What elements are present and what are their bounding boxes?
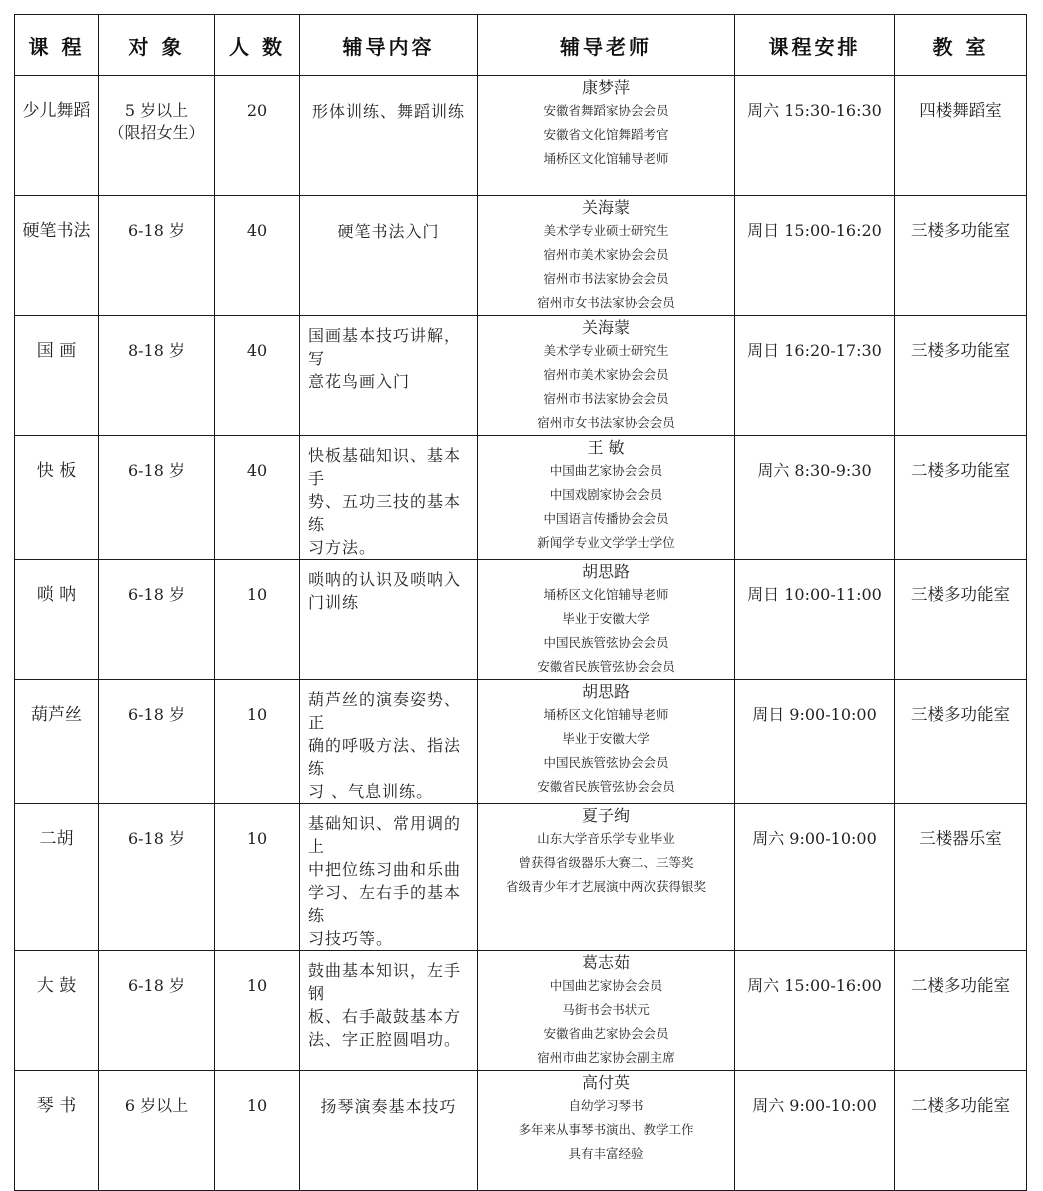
content-line: 意花鸟画入门: [308, 372, 411, 391]
audience-text: [99, 680, 214, 726]
header-audience: 对 象: [99, 15, 215, 76]
count-cell: [215, 951, 300, 1071]
course-name: 唢 呐: [36, 585, 77, 605]
header-teacher: 辅导老师: [478, 15, 735, 76]
teacher-name: 康梦萍: [581, 78, 630, 97]
course-cell: [15, 316, 99, 436]
classroom: 二楼多功能室: [911, 1096, 1010, 1115]
course-name: 硬笔书法: [22, 221, 91, 241]
teacher-credential: 美术学专业硕士研究生: [543, 343, 669, 358]
count-cell: [215, 804, 300, 951]
audience-line: 8-18 岁: [127, 341, 186, 360]
student-count: 10: [246, 585, 268, 604]
audience-text: [99, 951, 214, 997]
schedule-time: 周日 10:00-11:00: [747, 585, 882, 604]
table-row: [15, 680, 1027, 804]
teacher-name: 胡思路: [581, 682, 630, 701]
content-line: 鼓曲基本知识，左手钢: [308, 961, 462, 1003]
teacher-credential: 安徽省曲艺家协会会员: [543, 1026, 669, 1041]
teacher-info: [478, 437, 734, 555]
header-row: [15, 15, 1027, 76]
content-line: 习 、气息训练。: [308, 782, 434, 801]
audience-line: （限招女生）: [108, 123, 205, 142]
course-name: 少儿舞蹈: [22, 101, 91, 121]
audience-text: [99, 436, 214, 482]
course-cell: [15, 196, 99, 316]
teacher-credential: 埇桥区文化馆辅导老师: [543, 587, 669, 602]
room-cell: [895, 680, 1027, 804]
content-line: 习方法。: [308, 538, 377, 557]
table-row: [15, 804, 1027, 951]
room-cell: [895, 76, 1027, 196]
course-cell: [15, 804, 99, 951]
schedule-cell: [735, 436, 895, 560]
teacher-credential: 宿州市女书法家协会会员: [537, 295, 675, 310]
header-room: 教 室: [895, 15, 1027, 76]
audience-line: 6-18 岁: [127, 705, 186, 724]
course-name: 快 板: [36, 461, 77, 481]
teacher-credential: 宿州市美术家协会会员: [543, 247, 669, 262]
classroom: 三楼多功能室: [911, 221, 1010, 240]
content-text: [300, 76, 477, 123]
schedule-cell: [735, 316, 895, 436]
teacher-name: 葛志茹: [581, 953, 630, 972]
content-text: [300, 316, 477, 393]
course-cell: [15, 680, 99, 804]
content-line: 基础知识、常用调的上: [308, 814, 462, 856]
audience-cell: [99, 804, 215, 951]
course-name: 国 画: [36, 341, 77, 361]
teacher-credential: 埇桥区文化馆辅导老师: [543, 707, 669, 722]
teacher-credential: 中国曲艺家协会会员: [549, 978, 663, 993]
audience-line: 5 岁以上: [124, 101, 189, 120]
content-cell: [300, 951, 478, 1071]
teacher-name: 高付英: [581, 1073, 630, 1092]
teacher-credential: 安徽省民族管弦协会会员: [537, 779, 675, 794]
content-cell: [300, 804, 478, 951]
teacher-credential: 中国语言传播协会会员: [543, 511, 669, 526]
audience-line: 6-18 岁: [127, 829, 186, 848]
teacher-credential: 毕业于安徽大学: [562, 611, 650, 626]
teacher-info: [478, 77, 734, 171]
content-line: 硬笔书法入门: [337, 222, 440, 241]
teacher-credential: 安徽省民族管弦协会会员: [537, 659, 675, 674]
schedule-cell: [735, 196, 895, 316]
audience-cell: [99, 1071, 215, 1191]
teacher-info: [478, 805, 734, 899]
content-line: 确的呼吸方法、指法练: [308, 736, 462, 778]
audience-cell: [99, 951, 215, 1071]
schedule-time: 周六 15:00-16:00: [747, 976, 882, 995]
teacher-credential: 省级青少年才艺展演中两次获得银奖: [505, 879, 706, 894]
course-name: 琴 书: [36, 1096, 77, 1116]
course-table: [14, 14, 1027, 1191]
teacher-credential: 新闻学专业文学学士学位: [537, 535, 675, 550]
teacher-credential: 山东大学音乐学专业毕业: [537, 831, 675, 846]
student-count: 10: [246, 976, 268, 995]
teacher-credential: 中国民族管弦协会会员: [543, 635, 669, 650]
audience-line: 6-18 岁: [127, 585, 186, 604]
student-count: 10: [246, 1096, 268, 1115]
table-row: [15, 316, 1027, 436]
audience-cell: [99, 196, 215, 316]
teacher-name: 关海蒙: [581, 318, 630, 337]
content-line: 中把位练习曲和乐曲: [308, 860, 462, 879]
schedule-time: 周日 15:00-16:20: [747, 221, 882, 240]
student-count: 40: [246, 221, 268, 240]
content-text: [300, 951, 477, 1051]
header-count: 人 数: [215, 15, 300, 76]
course-name: 二胡: [39, 829, 74, 849]
teacher-credential: 中国曲艺家协会会员: [549, 463, 663, 478]
content-line: 习技巧等。: [308, 929, 394, 948]
count-cell: [215, 680, 300, 804]
teacher-info: [478, 317, 734, 435]
classroom: 三楼多功能室: [911, 585, 1010, 604]
teacher-cell: [478, 804, 735, 951]
content-text: [300, 804, 477, 950]
content-text: [300, 436, 477, 559]
table-row: [15, 196, 1027, 316]
audience-line: 6-18 岁: [127, 221, 186, 240]
audience-text: [99, 316, 214, 362]
course-cell: [15, 951, 99, 1071]
teacher-credential: 曾获得省级器乐大赛二、三等奖: [518, 855, 694, 870]
course-cell: [15, 76, 99, 196]
classroom: 三楼器乐室: [919, 829, 1002, 848]
content-cell: [300, 316, 478, 436]
course-cell: [15, 436, 99, 560]
teacher-info: [478, 952, 734, 1070]
classroom: 二楼多功能室: [911, 461, 1010, 480]
content-line: 形体训练、舞蹈训练: [311, 102, 465, 121]
course-cell: [15, 560, 99, 680]
header-course: 课 程: [15, 15, 99, 76]
teacher-cell: [478, 1071, 735, 1191]
teacher-info: [478, 561, 734, 679]
teacher-credential: 自幼学习琴书: [568, 1098, 644, 1113]
audience-cell: [99, 316, 215, 436]
schedule-cell: [735, 76, 895, 196]
schedule-time: 周日 16:20-17:30: [747, 341, 882, 360]
audience-cell: [99, 436, 215, 560]
teacher-cell: [478, 436, 735, 560]
schedule-time: 周六 9:00-10:00: [752, 1096, 877, 1115]
table-row: [15, 76, 1027, 196]
audience-text: [99, 196, 214, 242]
content-cell: [300, 1071, 478, 1191]
teacher-name: 关海蒙: [581, 198, 630, 217]
content-line: 国画基本技巧讲解，写: [308, 326, 462, 368]
room-cell: [895, 804, 1027, 951]
room-cell: [895, 436, 1027, 560]
content-cell: [300, 76, 478, 196]
table-body: [15, 76, 1027, 1191]
audience-cell: [99, 680, 215, 804]
content-line: 唢呐的认识及唢呐入: [308, 570, 462, 589]
schedule-cell: [735, 560, 895, 680]
teacher-cell: [478, 951, 735, 1071]
teacher-info: [478, 681, 734, 799]
content-line: 葫芦丝的演奏姿势、正: [308, 690, 462, 732]
table-row: [15, 951, 1027, 1071]
audience-text: [99, 1071, 214, 1117]
count-cell: [215, 436, 300, 560]
table-row: [15, 560, 1027, 680]
classroom: 四楼舞蹈室: [919, 101, 1002, 120]
content-line: 学习、左右手的基本练: [308, 883, 462, 925]
classroom: 三楼多功能室: [911, 341, 1010, 360]
teacher-credential: 宿州市书法家协会会员: [543, 391, 669, 406]
content-line: 快板基础知识、基本手: [308, 446, 462, 488]
audience-cell: [99, 76, 215, 196]
teacher-credential: 美术学专业硕士研究生: [543, 223, 669, 238]
student-count: 20: [246, 101, 268, 120]
course-name: 葫芦丝: [31, 705, 82, 725]
audience-cell: [99, 560, 215, 680]
schedule-time: 周日 9:00-10:00: [752, 705, 877, 724]
teacher-credential: 宿州市书法家协会会员: [543, 271, 669, 286]
student-count: 10: [246, 705, 268, 724]
count-cell: [215, 316, 300, 436]
content-text: [300, 560, 477, 614]
course-schedule-document: [14, 14, 1027, 1191]
teacher-credential: 多年来从事琴书演出、教学工作: [518, 1122, 694, 1137]
schedule-time: 周六 15:30-16:30: [747, 101, 882, 120]
audience-text: [99, 804, 214, 850]
teacher-credential: 毕业于安徽大学: [562, 731, 650, 746]
count-cell: [215, 196, 300, 316]
audience-line: 6 岁以上: [124, 1096, 189, 1115]
teacher-cell: [478, 76, 735, 196]
teacher-credential: 马街书会书状元: [562, 1002, 650, 1017]
teacher-cell: [478, 560, 735, 680]
table-row: [15, 1071, 1027, 1191]
schedule-cell: [735, 951, 895, 1071]
classroom: 二楼多功能室: [911, 976, 1010, 995]
room-cell: [895, 1071, 1027, 1191]
content-text: [300, 680, 477, 803]
course-name: 大 鼓: [36, 976, 77, 996]
teacher-credential: 中国民族管弦协会会员: [543, 755, 669, 770]
teacher-credential: 宿州市女书法家协会会员: [537, 415, 675, 430]
content-line: 势、五功三技的基本练: [308, 492, 462, 534]
table-row: [15, 436, 1027, 560]
count-cell: [215, 1071, 300, 1191]
room-cell: [895, 560, 1027, 680]
teacher-credential: 宿州市美术家协会会员: [543, 367, 669, 382]
teacher-credential: 埇桥区文化馆辅导老师: [543, 151, 669, 166]
teacher-credential: 安徽省文化馆舞蹈考官: [543, 127, 669, 142]
count-cell: [215, 560, 300, 680]
content-cell: [300, 560, 478, 680]
content-text: [300, 196, 477, 243]
content-line: 板、右手敲鼓基本方: [308, 1007, 462, 1026]
content-text: [300, 1071, 477, 1118]
audience-line: 6-18 岁: [127, 461, 186, 480]
schedule-cell: [735, 804, 895, 951]
content-cell: [300, 196, 478, 316]
content-cell: [300, 680, 478, 804]
teacher-credential: 具有丰富经验: [568, 1146, 644, 1161]
teacher-cell: [478, 196, 735, 316]
teacher-name: 王 敏: [587, 438, 625, 457]
teacher-info: [478, 1072, 734, 1166]
schedule-time: 周六 9:00-10:00: [752, 829, 877, 848]
header-schedule: 课程安排: [735, 15, 895, 76]
teacher-credential: 安徽省舞蹈家协会会员: [543, 103, 669, 118]
audience-text: [99, 560, 214, 606]
student-count: 40: [246, 461, 268, 480]
teacher-name: 夏子绚: [581, 806, 630, 825]
content-line: 法、字正腔圆唱功。: [308, 1030, 462, 1049]
student-count: 10: [246, 829, 268, 848]
audience-line: 6-18 岁: [127, 976, 186, 995]
audience-text: [99, 76, 214, 144]
room-cell: [895, 951, 1027, 1071]
course-cell: [15, 1071, 99, 1191]
teacher-cell: [478, 680, 735, 804]
teacher-cell: [478, 316, 735, 436]
content-line: 扬琴演奏基本技巧: [320, 1097, 457, 1116]
teacher-name: 胡思路: [581, 562, 630, 581]
teacher-credential: 中国戏剧家协会会员: [549, 487, 663, 502]
schedule-cell: [735, 680, 895, 804]
schedule-time: 周六 8:30-9:30: [757, 461, 872, 480]
classroom: 三楼多功能室: [911, 705, 1010, 724]
header-content: 辅导内容: [300, 15, 478, 76]
room-cell: [895, 196, 1027, 316]
teacher-credential: 宿州市曲艺家协会副主席: [537, 1050, 675, 1065]
student-count: 40: [246, 341, 268, 360]
schedule-cell: [735, 1071, 895, 1191]
teacher-info: [478, 197, 734, 315]
count-cell: [215, 76, 300, 196]
room-cell: [895, 316, 1027, 436]
content-line: 门训练: [308, 593, 360, 612]
content-cell: [300, 436, 478, 560]
